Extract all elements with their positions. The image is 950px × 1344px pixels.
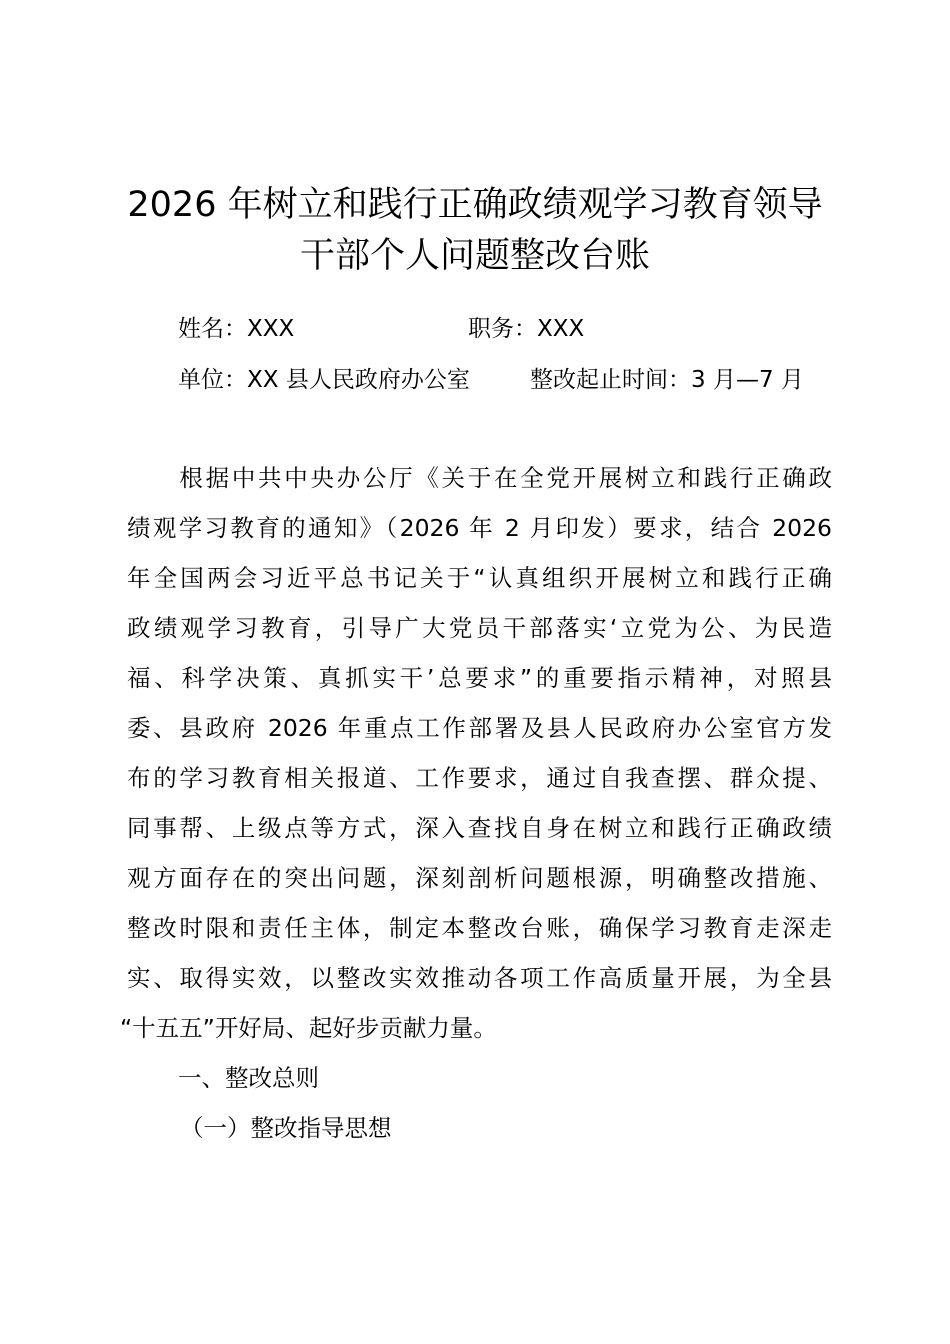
document-title-line-2: 干部个人问题整改台账 <box>299 236 650 276</box>
paragraph-line: “十五五”开好局、起好步贡献力量。 <box>120 1014 497 1042</box>
paragraph-line: 整改时限和责任主体，制定本整改台账，确保学习教育走深走 <box>127 914 832 942</box>
paragraph-line: 布的学习教育相关报道、工作要求，通过自我查摆、群众提、 <box>127 764 832 792</box>
paragraph-line: 委、县政府 2026 年重点工作部署及县人民政府办公室官方发 <box>127 714 832 742</box>
paragraph-line: 根据中共中央办公厅《关于在全党开展树立和践行正确政 <box>127 464 832 492</box>
paragraph-line: 年全国两会习近平总书记关于“认真组织开展树立和践行正确 <box>127 564 832 592</box>
paragraph-line: 实、取得实效，以整改实效推动各项工作高质量开展，为全县 <box>127 964 832 992</box>
name-field: 姓名：XXX <box>178 316 295 342</box>
position-field: 职务：XXX <box>468 316 585 342</box>
paragraph-line: 观方面存在的突出问题，深刻剖析问题根源，明确整改措施、 <box>127 864 832 892</box>
period-field: 整改起止时间：3 月—7 月 <box>530 367 804 393</box>
unit-field: 单位：XX 县人民政府办公室 <box>178 367 470 393</box>
section-heading: 一、整改总则 <box>178 1064 319 1092</box>
paragraph-line: 福、科学决策、真抓实干’总要求”的重要指示精神，对照县 <box>127 664 832 692</box>
paragraph-line: 绩观学习教育的通知》（2026 年 2 月印发）要求，结合 2026 <box>127 514 832 542</box>
paragraph-line: 同事帮、上级点等方式，深入查找自身在树立和践行正确政绩 <box>127 814 832 842</box>
subsection-heading: （一）整改指导思想 <box>180 1114 392 1142</box>
paragraph-line: 政绩观学习教育，引导广大党员干部落实‘立党为公、为民造 <box>127 614 832 642</box>
document-title-line-1: 2026 年树立和践行正确政绩观学习教育领导 <box>127 185 823 225</box>
